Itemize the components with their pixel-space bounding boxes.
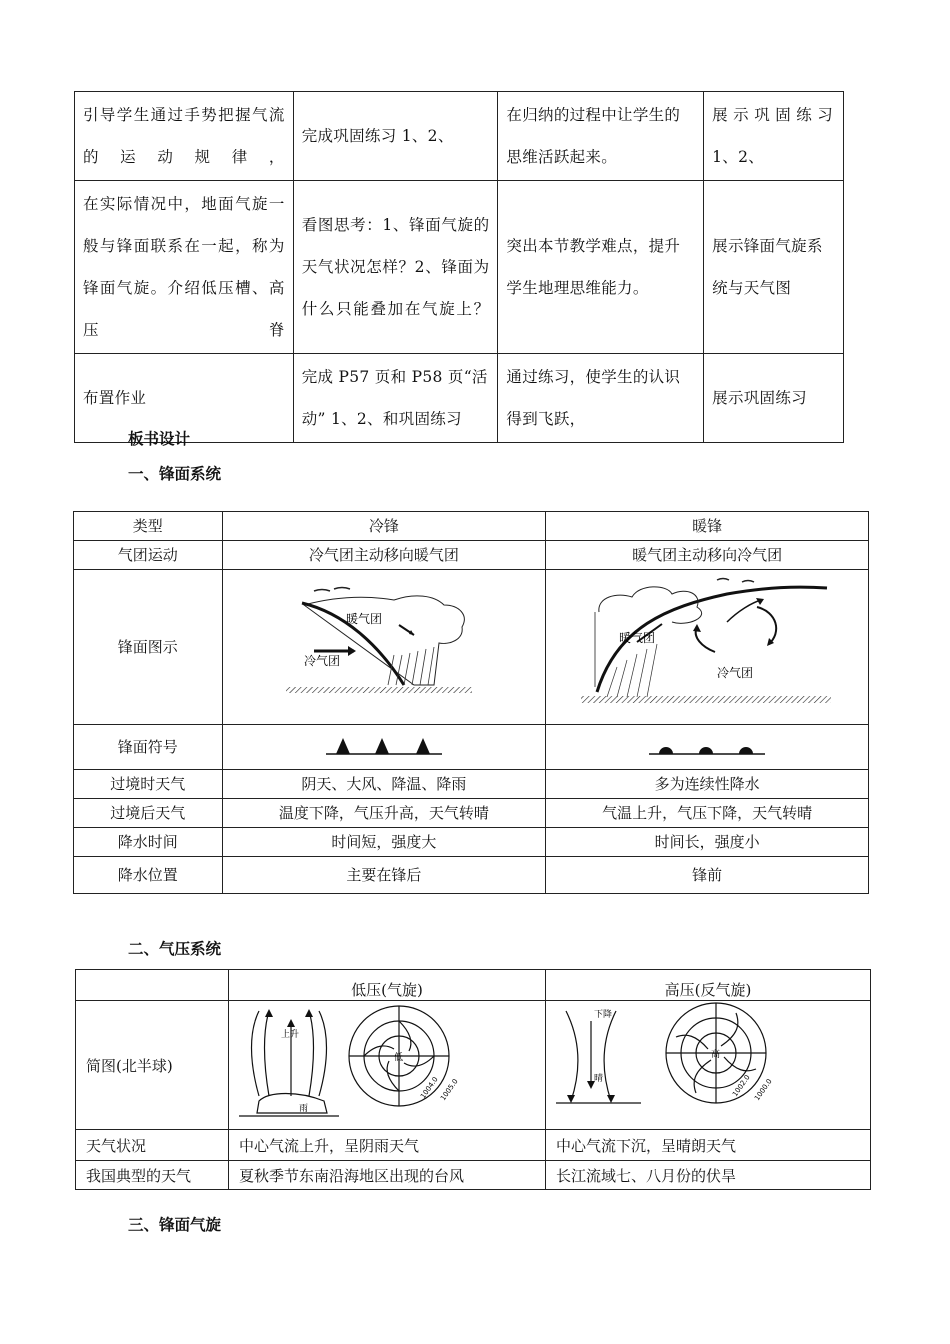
cold-diagram-warm-label: 暖气团 (345, 611, 382, 626)
pressure-system-table (75, 969, 871, 1190)
lesson-plan-table (74, 91, 844, 443)
table-cell: 中心气流上升，呈阴雨天气 (229, 1130, 546, 1161)
table-cell: 在归纳的过程中让学生的思维活跃起来。 (498, 92, 704, 181)
high-diagram-clear-label: 晴 (594, 1074, 604, 1084)
high-diagram-iso2-label: 1000.0 (753, 1077, 774, 1103)
table-header-cell: 低压(气旋) (229, 970, 546, 1001)
table-row (76, 1161, 871, 1190)
table-header-cell (76, 970, 229, 1001)
cold-front-diagram (284, 585, 484, 705)
table-cell: 冷气团主动移向暖气团 (222, 541, 546, 570)
table-cell: 多为连续性降水 (546, 770, 869, 799)
table-cell: 气温上升，气压下降，天气转晴 (546, 799, 869, 828)
table-cell: 完成 P57 页和 P58 页“活动” 1、2、和巩固练习 (293, 354, 498, 443)
high-diagram-iso1-label: 1002.0 (731, 1073, 752, 1099)
table-cell: 展示巩固练习 (704, 354, 844, 443)
table-cell: 看图思考：1、锋面气旋的天气状况怎样？2、锋面为什么只能叠加在气旋上？ (293, 181, 498, 354)
table-header-cell: 冷锋 (222, 512, 546, 541)
section-title-fronts: 一、锋面系统 (128, 465, 222, 483)
high-diagram-down-label: 下降 (594, 1010, 613, 1020)
table-cell: 过境后天气 (74, 799, 223, 828)
warm-front-symbol (647, 734, 767, 756)
table-cell: 降水位置 (74, 857, 223, 894)
table-cell: 完成巩固练习 1、2、 (293, 92, 498, 181)
table-cell: 中心气流下沉，呈晴朗天气 (546, 1130, 871, 1161)
table-cell: 阴天、大风、降温、降雨 (222, 770, 546, 799)
low-diagram-iso2-label: 1005.0 (439, 1077, 460, 1103)
cold-front-diagram-cell (222, 570, 546, 725)
table-cell: 长江流域七、八月份的伏旱 (546, 1161, 871, 1190)
table-cell: 在实际情况中，地面气旋一般与锋面联系在一起，称为锋面气旋。介绍低压槽、高压脊 (75, 181, 294, 354)
table-row (76, 970, 871, 1001)
high-pressure-diagram-cell (546, 1001, 871, 1130)
table-cell: 温度下降，气压升高，天气转晴 (222, 799, 546, 828)
low-diagram-up-label: 上升 (281, 1030, 300, 1040)
table-header-cell: 高压(反气旋) (546, 970, 871, 1001)
high-diagram-center-label: 高 (711, 1050, 721, 1060)
warm-front-diagram (577, 572, 837, 717)
table-row (75, 92, 844, 181)
warm-diagram-warm-label: 暖气团 (619, 631, 656, 645)
table-row (74, 770, 869, 799)
section-title-frontal-cyclone: 三、锋面气旋 (128, 1216, 222, 1234)
table-row (76, 1001, 871, 1130)
table-cell: 天气状况 (76, 1130, 229, 1161)
table-row (74, 857, 869, 894)
low-diagram-iso1-label: 1004.0 (419, 1075, 440, 1101)
table-cell: 我国典型的天气 (76, 1161, 229, 1190)
low-diagram-center-label: 低 (394, 1053, 404, 1063)
table-row (74, 828, 869, 857)
table-cell: 展示锋面气旋系统与天气图 (704, 181, 844, 354)
table-cell: 降水时间 (74, 828, 223, 857)
table-row (75, 181, 844, 354)
table-cell: 主要在锋后 (222, 857, 546, 894)
table-row (76, 1130, 871, 1161)
table-cell: 突出本节教学难点，提升学生地理思维能力。 (498, 181, 704, 354)
table-cell: 暖气团主动移向冷气团 (546, 541, 869, 570)
table-cell: 通过练习，使学生的认识得到飞跃， (498, 354, 704, 443)
table-cell: 时间长，强度小 (546, 828, 869, 857)
high-pressure-diagram (546, 1001, 870, 1125)
table-header-cell: 类型 (74, 512, 223, 541)
table-cell: 引导学生通过手势把握气流的运动规律， (75, 92, 294, 181)
low-diagram-rain-label: 雨 (299, 1104, 309, 1114)
table-cell: 时间短，强度大 (222, 828, 546, 857)
table-cell: 过境时天气 (74, 770, 223, 799)
table-row (74, 570, 869, 725)
front-system-table (73, 511, 869, 894)
low-pressure-diagram-cell (229, 1001, 546, 1130)
table-row (74, 799, 869, 828)
table-cell: 夏秋季节东南沿海地区出现的台风 (229, 1161, 546, 1190)
table-cell: 布置作业 (75, 354, 294, 443)
warm-front-symbol-cell (546, 725, 869, 770)
cold-front-symbol-cell (222, 725, 546, 770)
table-cell: 锋面符号 (74, 725, 223, 770)
warm-diagram-cold-label: 冷气团 (717, 666, 754, 680)
table-cell: 锋前 (546, 857, 869, 894)
table-row (74, 541, 869, 570)
table-header-cell: 暖锋 (546, 512, 869, 541)
cold-diagram-cold-label: 冷气团 (303, 653, 340, 668)
table-cell: 简图(北半球) (76, 1001, 229, 1130)
table-cell: 气团运动 (74, 541, 223, 570)
table-cell: 展 示 巩 固 练 习 1、2、 (704, 92, 844, 181)
low-pressure-diagram (229, 1001, 545, 1125)
table-row (74, 512, 869, 541)
board-design-title: 板书设计 (128, 430, 191, 448)
table-cell: 锋面图示 (74, 570, 223, 725)
warm-front-diagram-cell (546, 570, 869, 725)
section-title-pressure: 二、气压系统 (128, 940, 222, 958)
table-row (74, 725, 869, 770)
cold-front-symbol (324, 734, 444, 756)
